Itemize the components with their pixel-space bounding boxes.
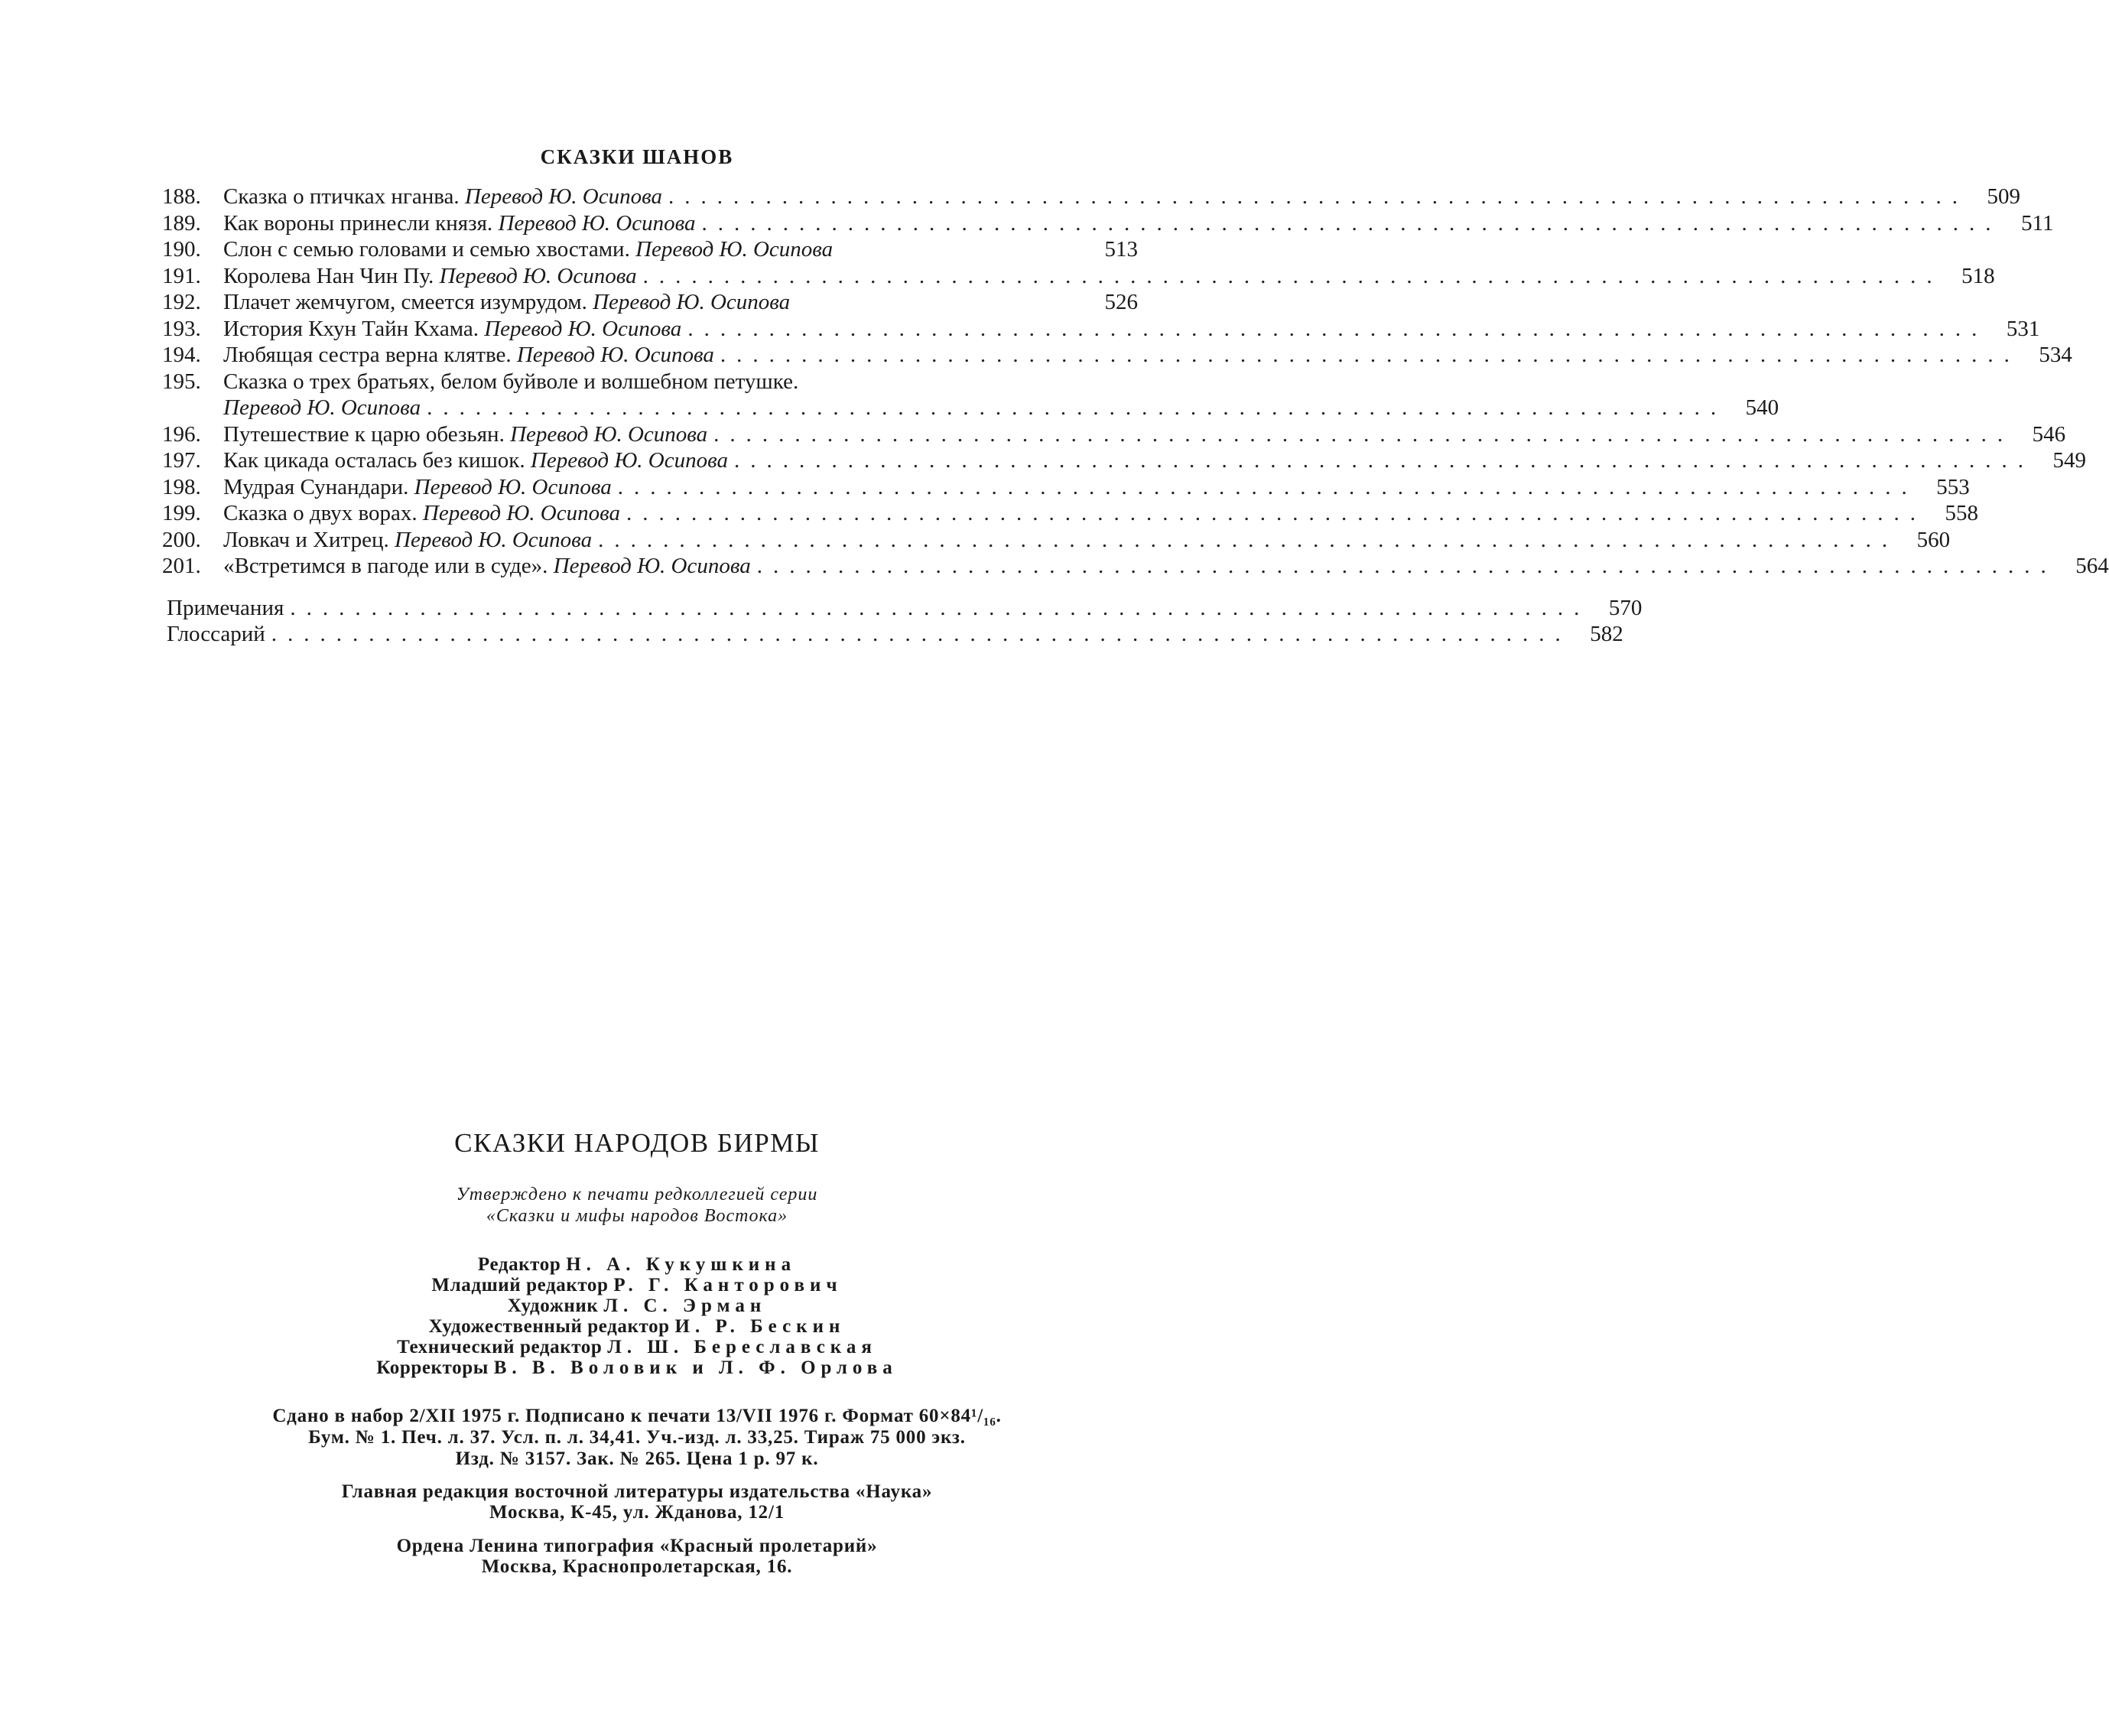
- leader-dots: ................................................................................: [733, 448, 2034, 473]
- toc-entry-title: Любящая сестра верна клятве.: [223, 343, 512, 367]
- toc-entry-number: 190.: [162, 237, 201, 262]
- printer-line: Москва, Краснопролетарская, 16.: [481, 1556, 793, 1577]
- toc-entry-translator: Перевод Ю. Осипова: [484, 316, 682, 341]
- credit-role: Редактор: [477, 1254, 561, 1275]
- toc-entry-number: 197.: [162, 448, 201, 473]
- toc-entry-text: [223, 447, 728, 474]
- printer-line: Ордена Ленина типография «Красный пролетарий»: [396, 1536, 878, 1556]
- credit-name: Н. А. Кукушкина: [566, 1254, 797, 1275]
- toc-entry-translator: Перевод Ю. Осипова: [635, 237, 834, 262]
- toc-entry-title: Мудрая Сунандари.: [223, 474, 409, 499]
- leader-dots: ................................................................................: [668, 184, 1968, 209]
- toc-entry: [162, 236, 1138, 263]
- toc-entry-title: Путешествие к царю обезьян.: [223, 421, 505, 447]
- publisher-info: [0, 1481, 1274, 1523]
- print-info-line: Бум. № 1. Печ. л. 37. Усл. п. л. 34,41. Уч.-изд. л. 33,25. Тираж 75 000 экз.: [308, 1427, 966, 1448]
- toc-entry-text: [223, 474, 612, 501]
- credit-role: Художественный редактор: [428, 1316, 670, 1337]
- toc-entry-text: [223, 342, 714, 369]
- toc-entry-number: 194.: [162, 343, 201, 367]
- toc-entry-page: 513: [1104, 237, 1138, 262]
- toc-entry: [162, 474, 1970, 501]
- credit-line: [0, 1254, 1274, 1275]
- toc-entry-page: 558: [1945, 501, 1978, 525]
- toc-entry-title: Как цикада осталась без кишок.: [223, 448, 525, 473]
- approval-line: «Сказки и мифы народов Востока»: [486, 1206, 788, 1226]
- toc-entry: [162, 184, 2020, 210]
- toc-entry: [162, 395, 1779, 421]
- credit-line: [0, 1337, 1274, 1357]
- toc-entry-translator: Перевод Ю. Осипова: [516, 343, 714, 367]
- printer-info: [0, 1536, 1274, 1577]
- toc-entry: [162, 289, 1138, 316]
- toc-entry: [162, 621, 1623, 648]
- toc-entry-number: 189.: [162, 210, 201, 236]
- approval-line: Утверждено к печати редколлегией серии: [456, 1185, 818, 1204]
- toc-entry-page: 511: [2021, 210, 2054, 236]
- toc-entry-number: 198.: [162, 474, 201, 499]
- toc-entry-text: [223, 500, 620, 527]
- toc-entry-translator: Перевод Ю. Осипова: [422, 501, 620, 525]
- toc-entry-text: [223, 395, 421, 421]
- toc-entry-page: 526: [1104, 290, 1138, 314]
- toc-entry: [162, 500, 1978, 527]
- toc-entry-page: 531: [2006, 316, 2040, 341]
- approval-note: [0, 1184, 1274, 1227]
- print-info-line: Изд. № 3157. Зак. № 265. Цена 1 р. 97 к.: [455, 1448, 819, 1469]
- leader-dots: ................................................................................: [598, 527, 1899, 552]
- toc-entry-title: Сказка о двух ворах.: [223, 501, 418, 525]
- toc-entry-page: 570: [1608, 595, 1643, 620]
- toc-entry-title: Плачет жемчугом, смеется изумрудом.: [223, 290, 587, 314]
- toc-entry-page: 540: [1745, 395, 1779, 420]
- toc-entry: [162, 342, 2072, 369]
- toc-entry-text: [223, 369, 798, 395]
- toc-entry: [162, 316, 2040, 343]
- toc-entry-text: [167, 621, 265, 648]
- credit-name: Р. Г. Канторович: [613, 1275, 843, 1295]
- print-info: [0, 1406, 1274, 1470]
- leader-dots: ................................................................................: [713, 421, 2014, 447]
- toc-entry-title: Глоссарий: [167, 622, 265, 646]
- toc-entry-translator: Перевод Ю. Осипова: [464, 184, 662, 209]
- toc-entry-text: [167, 595, 284, 622]
- credit-role: Корректоры: [376, 1357, 489, 1378]
- toc-entry-number: 188.: [162, 184, 201, 209]
- toc-entry-translator: Перевод Ю. Осипова: [439, 263, 637, 288]
- toc-entry-title: Королева Нан Чин Пу.: [223, 263, 434, 288]
- toc-entry-title: Как вороны принесли князя.: [223, 210, 493, 236]
- leader-dots: ................................................................................: [701, 210, 2002, 236]
- toc-entry-text: [223, 527, 592, 554]
- credit-name: Л. С. Эрман: [603, 1295, 767, 1316]
- section-title: СКАЗКИ ШАНОВ: [540, 145, 734, 168]
- credit-line: [0, 1295, 1274, 1316]
- toc-entry-text: [223, 184, 662, 210]
- toc-entry-title: История Кхун Тайн Кхама.: [223, 316, 479, 341]
- credit-line: [0, 1357, 1274, 1378]
- publisher-line: Главная редакция восточной литературы издательства «Наука»: [341, 1481, 933, 1502]
- leader-dots: ................................................................................: [271, 622, 1571, 646]
- credit-name: Л. Ш. Береславская: [607, 1337, 877, 1357]
- credit-line: [0, 1316, 1274, 1337]
- toc-entry-number: 196.: [162, 421, 201, 447]
- toc-entry-text: [223, 289, 790, 316]
- publisher-line: Москва, К-45, ул. Жданова, 12/1: [489, 1502, 785, 1523]
- toc-entry-text: [223, 236, 833, 263]
- toc-entry-translator: Перевод Ю. Осипова: [498, 210, 696, 236]
- toc-entry-translator: Перевод Ю. Осипова: [223, 395, 421, 420]
- toc-entry: [162, 421, 2066, 448]
- toc-entry-title: Сказка о трех братьях, белом буйволе и волшебном петушке.: [223, 369, 799, 394]
- toc-entry-page: 560: [1916, 527, 1951, 552]
- toc-entry-title: Ловкач и Хитрец.: [223, 527, 389, 552]
- toc-entry-translator: Перевод Ю. Осипова: [530, 448, 728, 473]
- spacer: [162, 580, 1138, 595]
- print-info-line: Сдано в набор 2/XII 1975 г. Подписано к печати 13/VII 1976 г. Формат 60×84¹/₁₆.: [272, 1406, 1002, 1426]
- toc-entry: [162, 595, 1643, 622]
- toc-entry-translator: Перевод Ю. Осипова: [553, 554, 751, 578]
- credit-role: Художник: [507, 1295, 599, 1316]
- credit-role: Технический редактор: [397, 1337, 603, 1357]
- toc-entry-number: 199.: [162, 501, 201, 525]
- toc-entry-page: 564: [2075, 554, 2109, 578]
- toc-entry: [162, 263, 1995, 290]
- leader-dots: ................................................................................: [626, 501, 1926, 525]
- leader-dots: ................................................................................: [617, 474, 1918, 499]
- book-title: СКАЗКИ НАРОДОВ БИРМЫ: [454, 1128, 820, 1158]
- leader-dots: ................................................................................: [427, 395, 1727, 420]
- toc-entry: [162, 553, 2109, 580]
- toc-entry-title: Слон с семью головами и семью хвостами.: [223, 237, 630, 262]
- toc-entry-text: [223, 316, 681, 343]
- leader-dots: ................................................................................: [642, 263, 1943, 288]
- credit-name: И. Р. Бескин: [674, 1316, 846, 1337]
- toc-entry: [162, 447, 2086, 474]
- toc-entry-number: 200.: [162, 527, 201, 552]
- toc-entry-text: [223, 263, 637, 290]
- leader-dots: ................................................................................: [290, 595, 1591, 620]
- toc-entry-page: 553: [1936, 474, 1970, 499]
- toc-entry-page: 534: [2039, 343, 2072, 367]
- leader-dots: ................................................................................: [687, 316, 1988, 341]
- toc-entry-number: 195.: [162, 369, 201, 394]
- toc-entry-text: [223, 210, 696, 237]
- toc-entry: [162, 527, 1951, 554]
- credit-name: В. В. Воловик и Л. Ф. Орлова: [493, 1357, 898, 1378]
- toc-entry-page: 509: [1987, 184, 2020, 209]
- toc-entry-page: 546: [2032, 421, 2066, 447]
- toc-entry-number: 192.: [162, 290, 201, 314]
- toc-entry-translator: Перевод Ю. Осипова: [414, 474, 612, 499]
- toc-entry-page: 518: [1961, 263, 1995, 288]
- toc-entry-text: [223, 553, 751, 580]
- leader-dots: ................................................................................: [720, 343, 2020, 367]
- toc-entry-number: 193.: [162, 316, 201, 341]
- table-of-contents: [162, 184, 2109, 648]
- leader-dots: ................................................................................: [756, 554, 2057, 578]
- toc-entry: [162, 369, 1138, 395]
- toc-entry-text: [223, 421, 707, 448]
- toc-entry-translator: Перевод Ю. Осипова: [395, 527, 593, 552]
- toc-entry-page: 582: [1590, 622, 1623, 646]
- toc-entry-page: 549: [2052, 448, 2086, 473]
- toc-entry-title: Примечания: [167, 595, 284, 620]
- toc-entry-number: 201.: [162, 554, 201, 578]
- credit-line: [0, 1275, 1274, 1295]
- toc-entry-title: «Встретимся в пагоде или в суде».: [223, 554, 548, 578]
- credit-role: Младший редактор: [431, 1275, 609, 1295]
- toc-entry-title: Сказка о птичках нганва.: [223, 184, 460, 209]
- credits: [0, 1254, 1274, 1378]
- toc-entry: [162, 210, 2054, 237]
- toc-entry-translator: Перевод Ю. Осипова: [593, 290, 791, 314]
- toc-entry-number: 191.: [162, 263, 201, 288]
- toc-entry-translator: Перевод Ю. Осипова: [510, 421, 708, 447]
